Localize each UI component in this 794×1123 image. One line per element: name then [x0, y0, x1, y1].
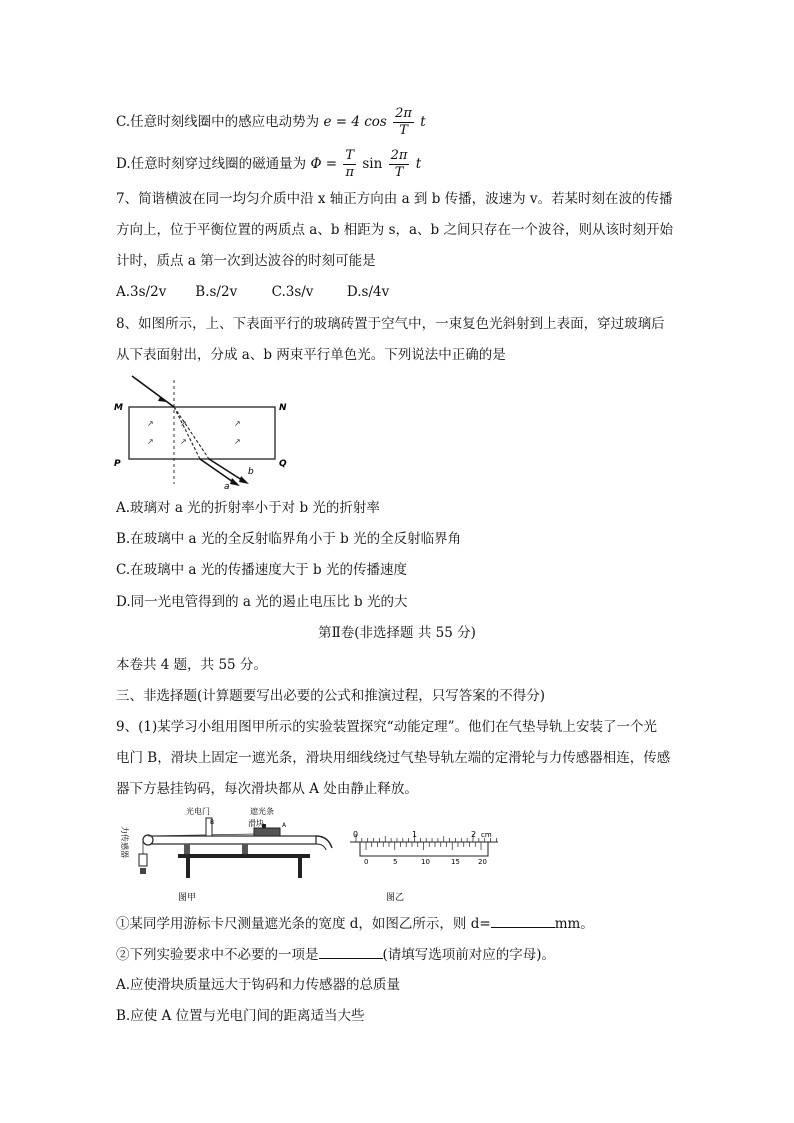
- air-track-figure: [114, 806, 346, 910]
- label-a: a: [224, 482, 230, 490]
- q9-line-3: 器下方悬挂钩码，每次滑块都从 A 处由静止释放。: [116, 781, 418, 797]
- q7-option-d: D.s/4v: [346, 284, 390, 300]
- label-q: Q: [279, 459, 287, 469]
- label-m: M: [114, 403, 123, 413]
- q8-option-a: A.玻璃对 a 光的折射率小于对 b 光的折射率: [116, 500, 380, 516]
- fraction: $\frac{2\pi}{T}$: [390, 148, 408, 180]
- outgoing-ray-a: [200, 459, 236, 484]
- answer-blank-d: [491, 913, 555, 928]
- incident-ray: [132, 376, 174, 407]
- q9-sub-1: ①某同学用游标卡尺测量遮光条的宽度 d，如图乙所示，则 d= mm。: [116, 913, 594, 934]
- main-label-2: 2: [471, 830, 477, 839]
- q7-options: [116, 282, 389, 302]
- glass-mark: ↗: [147, 419, 154, 428]
- q7-line-3: 计时，质点 a 第一次到达波谷的时刻可能是: [116, 253, 376, 269]
- part2-desc: 本卷共 4 题，共 55 分。: [116, 657, 267, 673]
- figure-a-caption: 图甲: [178, 893, 197, 903]
- label-photogate: 光电门: [186, 807, 210, 816]
- glass-mark: ↗: [234, 419, 241, 428]
- vernier-label-10: 10: [421, 858, 430, 866]
- q8-line-2: 从下表面射出，分成 a、b 两束平行单色光。下列说法中正确的是: [116, 347, 506, 363]
- q9-line-2: 电门 B，滑块上固定一遮光条，滑块用细线绕过气垫导轨左端的定滑轮与力传感器相连，传感: [116, 750, 671, 766]
- glass-mark: ↗: [180, 419, 187, 428]
- air-track: [148, 836, 316, 844]
- label-slider: 滑块: [248, 819, 264, 828]
- hook-weight: [140, 868, 146, 874]
- main-label-0: 0: [353, 830, 359, 839]
- slider: [254, 828, 280, 836]
- label-shading-strip: 遮光条: [250, 807, 274, 816]
- vernier-scale-frame: [360, 842, 488, 856]
- glass-brick: [129, 407, 275, 459]
- q7-line-1: 7、简谐横波在同一均匀介质中沿 x 轴正方向由 a 到 b 传播，波速为 v。若某时刻在波的传播: [116, 191, 673, 207]
- glass-mark: ↗: [180, 437, 187, 446]
- refracted-ray-b: [174, 407, 209, 459]
- glass-mark: ↗: [147, 437, 154, 446]
- refracted-ray-a: [174, 407, 200, 459]
- q7-line-2: 方向上，位于平衡位置的两质点 a、b 相距为 s，a、b 之间只存在一个波谷，则从该时刻开始: [116, 222, 673, 238]
- q7-option-b: B.s/2v: [195, 284, 238, 300]
- label-force-sensor: 力传感器: [120, 826, 129, 858]
- q8-option-c: C.在玻璃中 a 光的传播速度大于 b 光的传播速度: [116, 562, 407, 578]
- label-a-point: A: [282, 822, 287, 829]
- section-heading: 三、非选择题(计算题要写出必要的公式和推演过程，只写答案的不得分): [116, 688, 546, 704]
- q8-option-b: B.在玻璃中 a 光的全反射临界角小于 b 光的全反射临界角: [116, 531, 462, 547]
- table-leg: [298, 858, 302, 878]
- vernier-caliper-figure: [350, 828, 500, 912]
- vernier-label-15: 15: [451, 858, 460, 866]
- q6-option-c: C.任意时刻线圈中的感应电动势为 e = 4 cos $\frac{2\pi}{T}$ t: [116, 106, 426, 138]
- q8-option-d: D.同一光电管得到的 a 光的遏止电压比 b 光的大: [116, 594, 408, 610]
- track-end-curve: [316, 844, 326, 850]
- q7-option-c: C.3s/v: [271, 284, 314, 300]
- q6-option-d: D.任意时刻穿过线圈的磁通量为 Φ = $\frac{T}{\pi}$ sin $\frac{2\pi}{T}$ t: [116, 148, 422, 180]
- vernier-label-5: 5: [393, 858, 398, 866]
- glass-brick-figure: [112, 372, 287, 490]
- part2-title: 第Ⅱ卷(非选择题 共 55 分): [318, 625, 476, 641]
- table-top: [178, 854, 310, 858]
- q9-line-1: 9、(1)某学习小组用图甲所示的实验装置探究“动能定理”。他们在气垫导轨上安装了一个光: [116, 719, 658, 735]
- vernier-label-0: 0: [364, 858, 369, 866]
- track-support: [184, 844, 190, 854]
- main-label-unit: cm: [481, 831, 492, 839]
- main-label-1: 1: [412, 830, 418, 839]
- q8-line-1: 8、如图所示，上、下表面平行的玻璃砖置于空气中，一束复色光斜射到上表面，穿过玻璃后: [116, 316, 665, 332]
- track-support: [242, 844, 248, 854]
- arrow-icon: [239, 476, 249, 484]
- label-b: b: [248, 467, 254, 477]
- force-sensor: [139, 854, 147, 866]
- table-leg: [186, 858, 190, 878]
- glass-mark: ↗: [234, 437, 241, 446]
- q9-option-a: A.应使滑块质量远大于钩码和力传感器的总质量: [116, 977, 401, 993]
- fraction: $\frac{2\pi}{T}$: [395, 106, 412, 138]
- label-p: P: [114, 459, 121, 469]
- answer-blank-choice: [319, 944, 383, 959]
- q7-option-a: A.3s/2v: [116, 284, 167, 300]
- label-b: B: [210, 819, 215, 826]
- fraction: $\frac{T}{\pi}$: [345, 148, 355, 180]
- vernier-label-20: 20: [478, 858, 487, 866]
- pulley: [143, 835, 153, 845]
- q9-option-b: B.应使 A 位置与光电门间的距离适当大些: [116, 1008, 365, 1024]
- figure-b-caption: 图乙: [386, 893, 405, 903]
- arrow-icon: [230, 478, 240, 486]
- label-n: N: [279, 403, 287, 413]
- q9-sub-2: ②下列实验要求中不必要的一项是 (请填写选项前对应的字母)。: [116, 944, 555, 965]
